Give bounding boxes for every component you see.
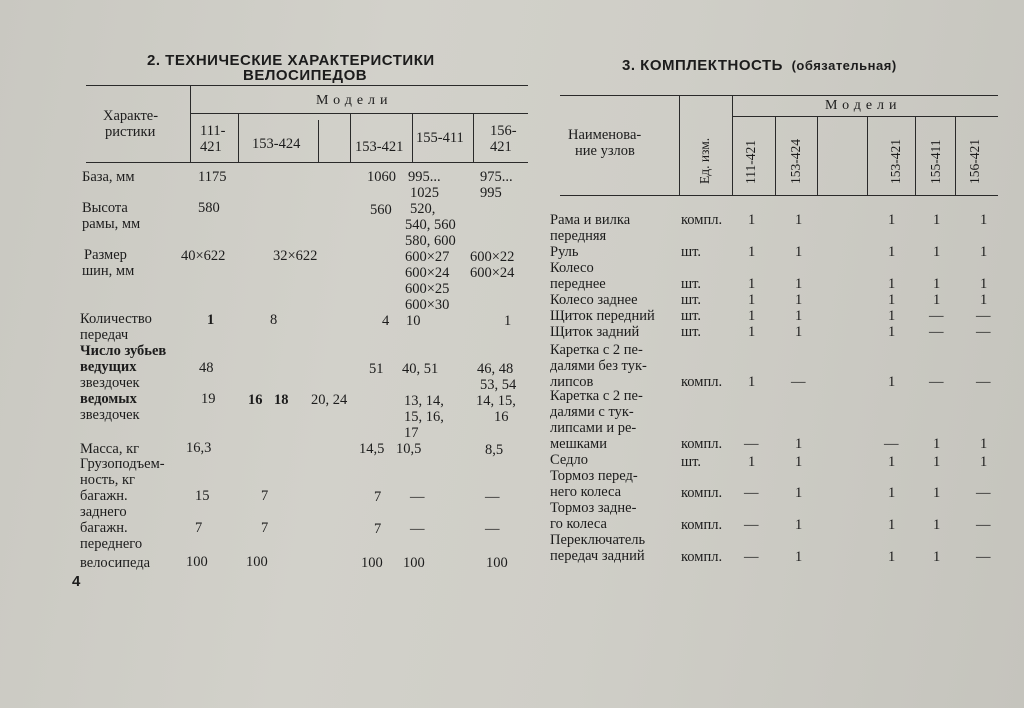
row-label: рамы, мм <box>82 216 141 232</box>
table-cell: 16 <box>494 409 509 425</box>
table-cell: 15, 16, <box>404 409 444 425</box>
table-cell: 100 <box>486 555 508 571</box>
table-cell: 10 <box>406 313 421 329</box>
item-unit: шт. <box>681 308 702 324</box>
table-cell: 600×24 <box>470 265 515 281</box>
table-cell: 100 <box>246 554 268 570</box>
item-name: далями с тук- <box>550 404 634 420</box>
item-name: липсов <box>550 374 594 390</box>
right-models-header: Модели <box>825 98 902 113</box>
table-cell: 48 <box>199 360 214 376</box>
row-label: Грузоподъем- <box>80 456 165 472</box>
table-cell: 1 <box>888 292 896 308</box>
table-cell: 1 <box>504 313 512 329</box>
table-cell: 600×22 <box>470 249 515 265</box>
row-label: передач <box>80 327 129 343</box>
table-cell: 1 <box>888 485 896 501</box>
table-cell: 1 <box>795 244 803 260</box>
table-cell: 1 <box>748 454 756 470</box>
table-cell: 540, 560 <box>405 217 456 233</box>
table-cell: 1 <box>980 436 988 452</box>
table-cell: 1 <box>888 276 896 292</box>
char-header-l1: Характе- <box>103 108 159 124</box>
table-cell: — <box>485 489 500 505</box>
item-unit: компл. <box>681 212 723 228</box>
table-cell: 7 <box>374 489 382 505</box>
table-cell: 14,5 <box>359 441 385 457</box>
item-name: Переключатель <box>550 532 646 548</box>
right-col-divider <box>679 96 680 195</box>
name-header-l2: ние узлов <box>575 143 635 159</box>
item-name: липсами и ре- <box>550 420 637 436</box>
table-cell: 1 <box>980 292 988 308</box>
page-number: 4 <box>72 573 81 590</box>
table-cell: 100 <box>361 555 383 571</box>
table-cell: — <box>410 521 425 537</box>
table-cell: 1 <box>888 454 896 470</box>
right-model-153-424: 153-424 <box>788 139 803 184</box>
table-cell: 1060 <box>367 169 396 185</box>
row-label: Число зубьев <box>80 343 167 359</box>
table-cell: — <box>976 308 991 324</box>
table-cell: 1 <box>888 374 896 390</box>
right-title <box>622 58 897 73</box>
table-cell: 40, 51 <box>402 361 439 377</box>
table-cell: 1 <box>933 292 941 308</box>
left-title-line1: 2. ТЕХНИЧЕСКИЕ ХАРАКТЕРИСТИКИ <box>147 52 435 69</box>
item-name: Каретка с 2 пе- <box>550 342 643 358</box>
table-cell: 1 <box>748 212 756 228</box>
table-cell: 560 <box>370 202 392 218</box>
right-model-155-411: 155-411 <box>928 139 943 184</box>
row-label: переднего <box>80 536 143 552</box>
table-cell: 51 <box>369 361 384 377</box>
table-cell: 1 <box>795 436 803 452</box>
table-cell: — <box>929 374 944 390</box>
table-cell: 8,5 <box>485 442 504 458</box>
right-col-divider <box>775 117 776 195</box>
table-cell: 1 <box>795 517 803 533</box>
table-cell: 1 <box>933 454 941 470</box>
table-cell: 10,5 <box>396 441 422 457</box>
item-name: далями без тук- <box>550 358 647 374</box>
table-cell: 40×622 <box>181 248 226 264</box>
left-model-153-421: 153-421 <box>355 139 404 155</box>
table-cell: 995 <box>480 185 502 201</box>
table-cell: 1 <box>888 308 896 324</box>
table-cell: 1 <box>748 276 756 292</box>
row-label: Высота <box>82 200 128 216</box>
table-cell: 1 <box>933 212 941 228</box>
row-label: ведомых <box>80 391 137 407</box>
table-cell: — <box>929 324 944 340</box>
item-name: Руль <box>550 244 579 260</box>
table-cell: — <box>744 517 759 533</box>
left-model-156-421-l2: 421 <box>490 139 512 155</box>
table-cell: 32×622 <box>273 248 318 264</box>
left-model-111-421-l1: 111- <box>200 123 226 139</box>
left-header-top-rule <box>86 85 528 86</box>
right-model-111-421: 111-421 <box>743 140 758 184</box>
item-unit: компл. <box>681 485 723 501</box>
item-name: мешками <box>550 436 607 452</box>
right-model-156-421: 156-421 <box>967 139 982 184</box>
item-unit: шт. <box>681 454 702 470</box>
table-cell: — <box>744 436 759 452</box>
table-cell: 1 <box>933 244 941 260</box>
left-col-divider <box>190 86 191 162</box>
item-unit: компл. <box>681 374 723 390</box>
item-name: Рама и вилка <box>550 212 631 228</box>
item-name: Тормоз задне- <box>550 500 637 516</box>
left-col-divider <box>238 114 239 162</box>
table-cell: 1 <box>795 212 803 228</box>
item-name: Колесо <box>550 260 594 276</box>
table-cell: 1 <box>980 244 988 260</box>
table-cell: 1 <box>795 454 803 470</box>
row-label: шин, мм <box>82 263 135 279</box>
table-cell: 1 <box>980 454 988 470</box>
table-cell: — <box>410 489 425 505</box>
table-cell: — <box>744 485 759 501</box>
table-cell: 16 <box>248 392 263 408</box>
row-label: звездочек <box>80 375 140 391</box>
row-label: багажн. <box>80 488 128 504</box>
table-cell: 600×25 <box>405 281 450 297</box>
item-unit: компл. <box>681 436 723 452</box>
item-unit: компл. <box>681 549 723 565</box>
table-cell: 1 <box>207 312 215 328</box>
right-col-divider <box>867 117 868 195</box>
table-cell: 1 <box>795 276 803 292</box>
table-cell: 1 <box>980 276 988 292</box>
table-cell: 1 <box>795 485 803 501</box>
left-title-line2: ВЕЛОСИПЕДОВ <box>243 67 368 84</box>
item-name: Щиток передний <box>550 308 655 324</box>
unit-header: Ед. изм. <box>697 137 712 184</box>
item-unit: шт. <box>681 292 702 308</box>
table-cell: 1 <box>795 549 803 565</box>
table-cell: 995... <box>408 169 441 185</box>
table-cell: 1 <box>748 374 756 390</box>
table-cell: 4 <box>382 313 390 329</box>
table-cell: 1 <box>888 324 896 340</box>
table-cell: 1025 <box>410 185 439 201</box>
left-model-155-411: 155-411 <box>416 130 464 146</box>
table-cell: 100 <box>186 554 208 570</box>
table-cell: 1 <box>933 485 941 501</box>
right-header-bottom-rule <box>560 195 998 196</box>
right-model-153-421: 153-421 <box>888 139 903 184</box>
table-cell: 1 <box>795 324 803 340</box>
table-cell: 600×24 <box>405 265 450 281</box>
row-label: ведущих <box>80 359 137 375</box>
table-cell: 7 <box>261 520 269 536</box>
table-cell: 1 <box>795 308 803 324</box>
table-cell: 20, 24 <box>311 392 348 408</box>
table-cell: 1 <box>933 549 941 565</box>
table-cell: 580 <box>198 200 220 216</box>
left-models-rule <box>190 113 528 114</box>
left-model-156-421-l1: 156- <box>490 123 517 139</box>
row-label: Размер <box>84 247 127 263</box>
table-cell: 1 <box>888 549 896 565</box>
table-cell: — <box>744 549 759 565</box>
table-cell: 1 <box>748 244 756 260</box>
table-cell: 7 <box>374 521 382 537</box>
table-cell: 100 <box>403 555 425 571</box>
row-label: велосипеда <box>80 555 151 571</box>
item-name: него колеса <box>550 484 622 500</box>
row-label: База, мм <box>82 169 135 185</box>
table-cell: 1 <box>748 292 756 308</box>
item-unit: шт. <box>681 324 702 340</box>
left-model-111-421-l2: 421 <box>200 139 222 155</box>
table-cell: 7 <box>195 520 203 536</box>
table-cell: 16,3 <box>186 440 212 456</box>
left-col-divider <box>350 114 351 162</box>
item-name: Седло <box>550 452 588 468</box>
table-cell: 580, 600 <box>405 233 456 249</box>
item-name: передач задний <box>550 548 645 564</box>
table-cell: — <box>976 517 991 533</box>
left-col-divider <box>412 114 413 162</box>
table-cell: 8 <box>270 312 278 328</box>
right-header-top-rule <box>560 95 998 96</box>
item-unit: шт. <box>681 244 702 260</box>
table-cell: 1 <box>888 244 896 260</box>
table-cell: 1 <box>748 308 756 324</box>
table-cell: 975... <box>480 169 513 185</box>
name-header-l1: Наименова- <box>568 127 642 143</box>
row-label: ность, кг <box>80 472 135 488</box>
right-col-divider <box>732 96 733 195</box>
table-cell: 53, 54 <box>480 377 517 393</box>
right-col-divider <box>955 117 956 195</box>
table-cell: 600×27 <box>405 249 450 265</box>
table-cell: — <box>976 374 991 390</box>
row-label: Масса, кг <box>80 441 140 457</box>
table-cell: 15 <box>195 488 210 504</box>
table-cell: 1 <box>888 212 896 228</box>
table-cell: 1 <box>888 517 896 533</box>
table-cell: 18 <box>274 392 289 408</box>
table-cell: 1175 <box>198 169 227 185</box>
table-cell: 13, 14, <box>404 393 444 409</box>
item-name: го колеса <box>550 516 607 532</box>
table-cell: 1 <box>933 517 941 533</box>
left-col-divider <box>473 114 474 162</box>
table-cell: 19 <box>201 391 216 407</box>
right-col-divider <box>915 117 916 195</box>
right-models-rule <box>732 116 998 117</box>
table-cell: — <box>485 521 500 537</box>
table-cell: 1 <box>933 276 941 292</box>
item-name: Колесо заднее <box>550 292 638 308</box>
row-label: багажн. <box>80 520 128 536</box>
table-cell: 1 <box>795 292 803 308</box>
left-model-153-424: 153-424 <box>252 136 301 152</box>
row-label: заднего <box>80 504 127 520</box>
row-label: звездочек <box>80 407 140 423</box>
item-name: Каретка с 2 пе- <box>550 388 643 404</box>
table-cell: 1 <box>980 212 988 228</box>
item-name: передняя <box>550 228 607 244</box>
left-col-divider <box>318 120 319 162</box>
item-name: Тормоз перед- <box>550 468 638 484</box>
item-unit: компл. <box>681 517 723 533</box>
table-cell: 520, <box>410 201 436 217</box>
char-header-l2: ристики <box>105 124 156 140</box>
item-name: переднее <box>550 276 606 292</box>
item-name: Щиток задний <box>550 324 640 340</box>
table-cell: 14, 15, <box>476 393 516 409</box>
table-cell: — <box>976 485 991 501</box>
table-cell: — <box>884 436 899 452</box>
table-cell: 7 <box>261 488 269 504</box>
table-cell: 1 <box>933 436 941 452</box>
item-unit: шт. <box>681 276 702 292</box>
right-col-divider <box>817 117 818 195</box>
right-title-main: 3. КОМПЛЕКТНОСТЬ <box>622 57 783 74</box>
table-cell: — <box>791 374 806 390</box>
table-cell: — <box>929 308 944 324</box>
table-cell: — <box>976 324 991 340</box>
left-models-header: Модели <box>316 93 393 108</box>
row-label: Количество <box>80 311 152 327</box>
table-cell: 46, 48 <box>477 361 514 377</box>
table-cell: 600×30 <box>405 297 450 313</box>
table-cell: 1 <box>748 324 756 340</box>
left-header-bottom-rule <box>86 162 528 163</box>
right-title-note: (обязательная) <box>791 58 897 73</box>
table-cell: — <box>976 549 991 565</box>
table-cell: 17 <box>404 425 419 441</box>
